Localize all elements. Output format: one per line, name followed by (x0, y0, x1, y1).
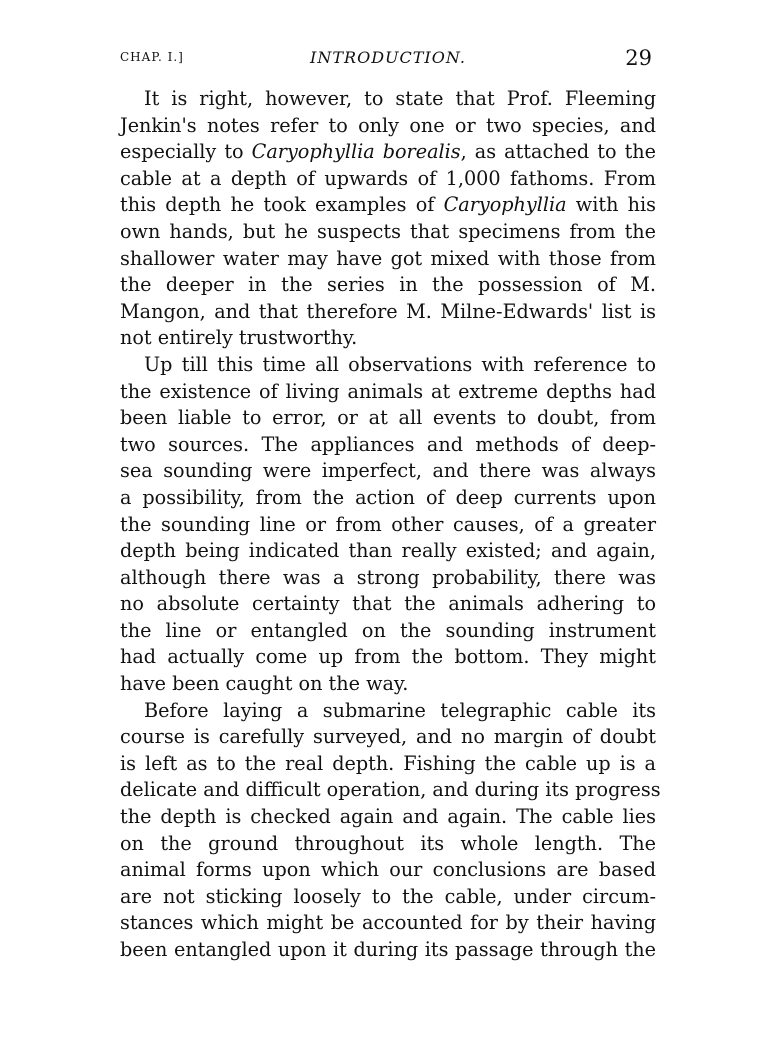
text-line: animal forms upon which our conclusions are based (120, 858, 656, 882)
text-line: is left as to the real depth. Fishing the cable up is a (120, 751, 656, 775)
text-line: the existence of living animals at extreme depths had (120, 379, 656, 403)
text-line: a possibility, from the action of deep currents upon (120, 485, 656, 509)
text-line: had actually come up from the bottom. They might (120, 645, 656, 669)
text-line: have been caught on the way. (120, 672, 409, 696)
text-line: especially to Caryophyllia borealis, as attached to the (120, 140, 656, 164)
text-line: two sources. The appliances and methods of deep- (120, 432, 656, 456)
italic-taxon: Caryophyllia (443, 193, 567, 217)
text-line: the line or entangled on the sounding instrument (120, 618, 656, 642)
text-line: not entirely trustworthy. (120, 326, 358, 350)
text-line: no absolute certainty that the animals adhering to (120, 592, 656, 616)
text-line: been entangled upon it during its passage through the (120, 938, 656, 961)
text-line: on the ground throughout its whole length. The (120, 831, 656, 855)
text-line: are not sticking loosely to the cable, under circum- (120, 884, 656, 908)
paragraph (120, 698, 661, 964)
paragraph (120, 86, 656, 352)
text-line: own hands, but he suspects that specimens from the (120, 219, 656, 243)
text-line: delicate and difficult operation, and during its progress (120, 778, 661, 802)
text-line: sea sounding were imperfect, and there was always (120, 459, 656, 483)
text-line: the depth is checked again and again. The cable lies (120, 805, 656, 829)
text-line: stances which might be accounted for by their having (120, 911, 656, 935)
text-line: depth being indicated than really existed; and again, (120, 539, 656, 563)
text-line: Up till this time all observations with reference to (144, 352, 656, 376)
running-head (120, 46, 656, 72)
text-line: the sounding line or from other causes, of a greater (120, 512, 656, 536)
text-line: been liable to error, or at all events to doubt, from (120, 406, 656, 430)
text-line: although there was a strong probability, there was (120, 565, 656, 589)
text-line: this depth he took examples of Caryophyllia with his (120, 193, 656, 217)
text-line: Mangon, and that therefore M. Milne-Edwards' list is (120, 299, 656, 323)
text-line: Jenkin's notes refer to only one or two species, and (120, 113, 656, 137)
paragraph (120, 352, 656, 698)
body-text (120, 86, 661, 964)
text-line: cable at a depth of upwards of 1,000 fathoms. From (120, 166, 656, 190)
text-line: the deeper in the series in the possession of M. (120, 273, 656, 297)
text-line: Before laying a submarine telegraphic cable its (144, 698, 656, 722)
text-line: course is carefully surveyed, and no margin of doubt (120, 725, 656, 749)
text-line: shallower water may have got mixed with those from (120, 246, 656, 270)
chapter-label: CHAP. I.] (120, 50, 184, 64)
running-title: INTRODUCTION. (310, 48, 466, 67)
italic-taxon: Caryophyllia borealis (251, 140, 461, 164)
page-number: 29 (625, 46, 652, 70)
text-line: It is right, however, to state that Prof. Fleeming (144, 87, 656, 110)
